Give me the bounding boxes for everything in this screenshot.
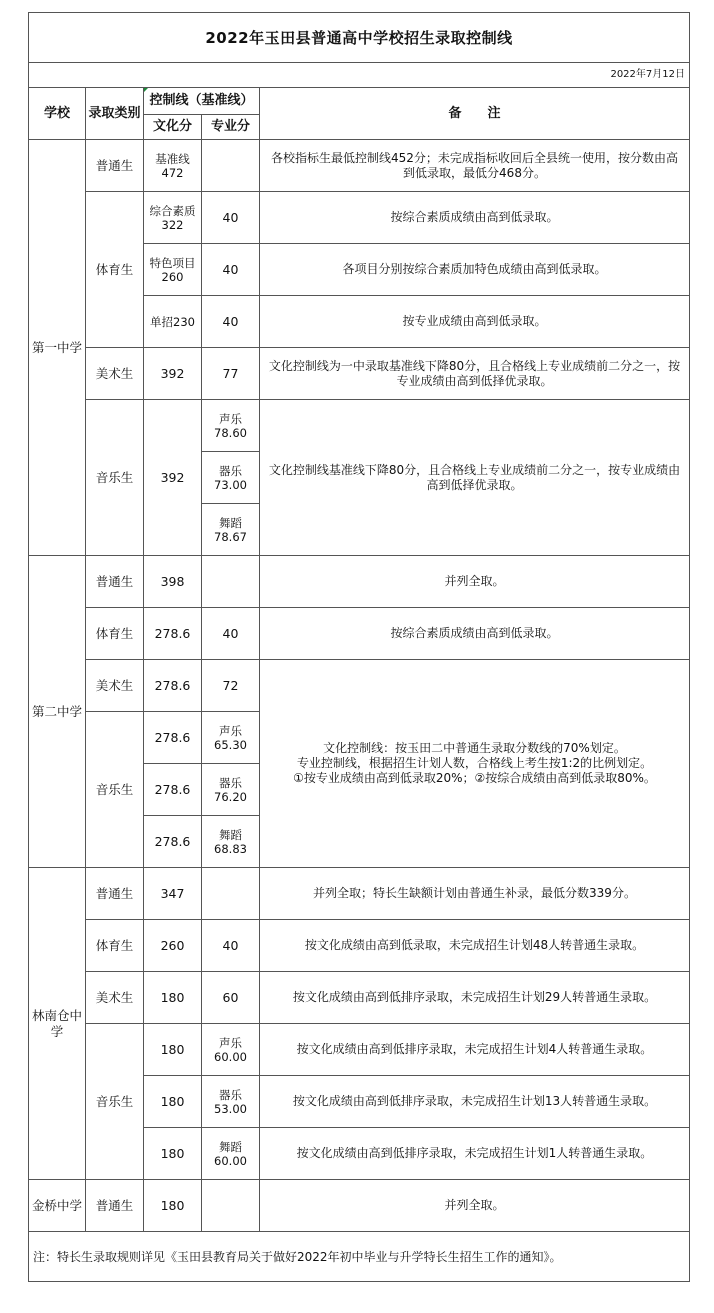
major-score-cell: 器乐73.00: [202, 452, 260, 504]
major-score-cell: 舞蹈60.00: [202, 1128, 260, 1180]
category-cell: 普通生: [86, 868, 144, 920]
remark-cell: 文化控制线基准线下降80分，且合格线上专业成绩前二分之一，按专业成绩由高到低择优录取。: [260, 400, 690, 556]
major-score-cell: [202, 1180, 260, 1232]
remark-cell: 各项目分别按综合素质加特色成绩由高到低录取。: [260, 244, 690, 296]
culture-score-cell: 180: [144, 972, 202, 1024]
culture-score-cell: 基准线472: [144, 140, 202, 192]
remark-cell: 按文化成绩由高到低排序录取，未完成招生计划1人转普通生录取。: [260, 1128, 690, 1180]
major-score-cell: 77: [202, 348, 260, 400]
major-score-cell: 40: [202, 192, 260, 244]
major-score-cell: 40: [202, 296, 260, 348]
category-cell: 音乐生: [86, 712, 144, 868]
major-score-cell: 40: [202, 244, 260, 296]
category-cell: 普通生: [86, 1180, 144, 1232]
category-cell: 普通生: [86, 556, 144, 608]
culture-score-cell: 180: [144, 1180, 202, 1232]
category-cell: 体育生: [86, 192, 144, 348]
page-title: 2022年玉田县普通高中学校招生录取控制线: [29, 13, 690, 63]
header-remarks: 备 注: [260, 88, 690, 140]
school-name: 第二中学: [29, 556, 86, 868]
major-score-cell: 40: [202, 920, 260, 972]
remark-cell: 各校指标生最低控制线452分；未完成指标收回后全县统一使用，按分数由高到低录取，最低分468分。: [260, 140, 690, 192]
remark-cell: 按综合素质成绩由高到低录取。: [260, 192, 690, 244]
remark-line: 文化控制线：按玉田二中普通生录取分数线的70%划定。: [323, 741, 626, 755]
culture-score-cell: 180: [144, 1076, 202, 1128]
remark-cell: 并列全取；特长生缺额计划由普通生补录，最低分数339分。: [260, 868, 690, 920]
culture-score-cell: 392: [144, 348, 202, 400]
culture-score-cell: 278.6: [144, 660, 202, 712]
remark-cell: 按文化成绩由高到低排序录取，未完成招生计划29人转普通生录取。: [260, 972, 690, 1024]
culture-score-cell: 398: [144, 556, 202, 608]
header-culture-score: 文化分: [144, 115, 202, 140]
admission-table-sheet: [28, 12, 690, 1282]
admission-table: [28, 12, 690, 1282]
culture-score-cell: 单招230: [144, 296, 202, 348]
culture-score-cell: 260: [144, 920, 202, 972]
remark-cell: 按专业成绩由高到低录取。: [260, 296, 690, 348]
publish-date: 2022年7月12日: [29, 63, 690, 88]
major-score-cell: 器乐53.00: [202, 1076, 260, 1128]
category-cell: 美术生: [86, 972, 144, 1024]
remark-cell: 按文化成绩由高到低排序录取，未完成招生计划13人转普通生录取。: [260, 1076, 690, 1128]
major-score-cell: 72: [202, 660, 260, 712]
header-category: 录取类别: [86, 88, 144, 140]
remark-cell: 按文化成绩由高到低排序录取，未完成招生计划4人转普通生录取。: [260, 1024, 690, 1076]
category-cell: 音乐生: [86, 1024, 144, 1180]
category-cell: 美术生: [86, 348, 144, 400]
culture-score-cell: 278.6: [144, 712, 202, 764]
major-score-cell: 声乐60.00: [202, 1024, 260, 1076]
remark-line: ①按专业成绩由高到低录取20%；②按综合成绩由高到低录取80%。: [293, 771, 656, 785]
culture-score-cell: 180: [144, 1128, 202, 1180]
remark-cell: [260, 660, 690, 868]
major-score-cell: 声乐78.60: [202, 400, 260, 452]
major-score-cell: [202, 140, 260, 192]
culture-score-cell: 278.6: [144, 764, 202, 816]
remark-line: 专业控制线，根据招生计划人数，合格线上考生按1:2的比例划定。: [296, 756, 653, 770]
culture-score-cell: 392: [144, 400, 202, 556]
category-cell: 美术生: [86, 660, 144, 712]
remark-cell: 按文化成绩由高到低录取，未完成招生计划48人转普通生录取。: [260, 920, 690, 972]
category-cell: 普通生: [86, 140, 144, 192]
school-name: 金桥中学: [29, 1180, 86, 1232]
culture-score-cell: 278.6: [144, 816, 202, 868]
school-name: 第一中学: [29, 140, 86, 556]
header-control-line: 控制线（基准线）: [144, 88, 260, 115]
major-score-cell: [202, 868, 260, 920]
major-score-cell: 60: [202, 972, 260, 1024]
footnote: 注：特长生录取规则详见《玉田县教育局关于做好2022年初中毕业与升学特长生招生工作的通知》。: [29, 1232, 690, 1282]
header-school: 学校: [29, 88, 86, 140]
culture-score-cell: 278.6: [144, 608, 202, 660]
major-score-cell: 40: [202, 608, 260, 660]
major-score-cell: 器乐76.20: [202, 764, 260, 816]
major-score-cell: 舞蹈78.67: [202, 504, 260, 556]
header-major-score: 专业分: [202, 115, 260, 140]
major-score-cell: 舞蹈68.83: [202, 816, 260, 868]
category-cell: 体育生: [86, 920, 144, 972]
category-cell: 音乐生: [86, 400, 144, 556]
culture-score-cell: 347: [144, 868, 202, 920]
culture-score-cell: 综合素质322: [144, 192, 202, 244]
category-cell: 体育生: [86, 608, 144, 660]
culture-score-cell: 180: [144, 1024, 202, 1076]
remark-cell: 并列全取。: [260, 556, 690, 608]
major-score-cell: [202, 556, 260, 608]
major-score-cell: 声乐65.30: [202, 712, 260, 764]
remark-cell: 文化控制线为一中录取基准线下降80分，且合格线上专业成绩前二分之一，按专业成绩由高到低择优录取。: [260, 348, 690, 400]
remark-cell: 按综合素质成绩由高到低录取。: [260, 608, 690, 660]
remark-cell: 并列全取。: [260, 1180, 690, 1232]
school-name: 林南仓中学: [29, 868, 86, 1180]
culture-score-cell: 特色项目260: [144, 244, 202, 296]
